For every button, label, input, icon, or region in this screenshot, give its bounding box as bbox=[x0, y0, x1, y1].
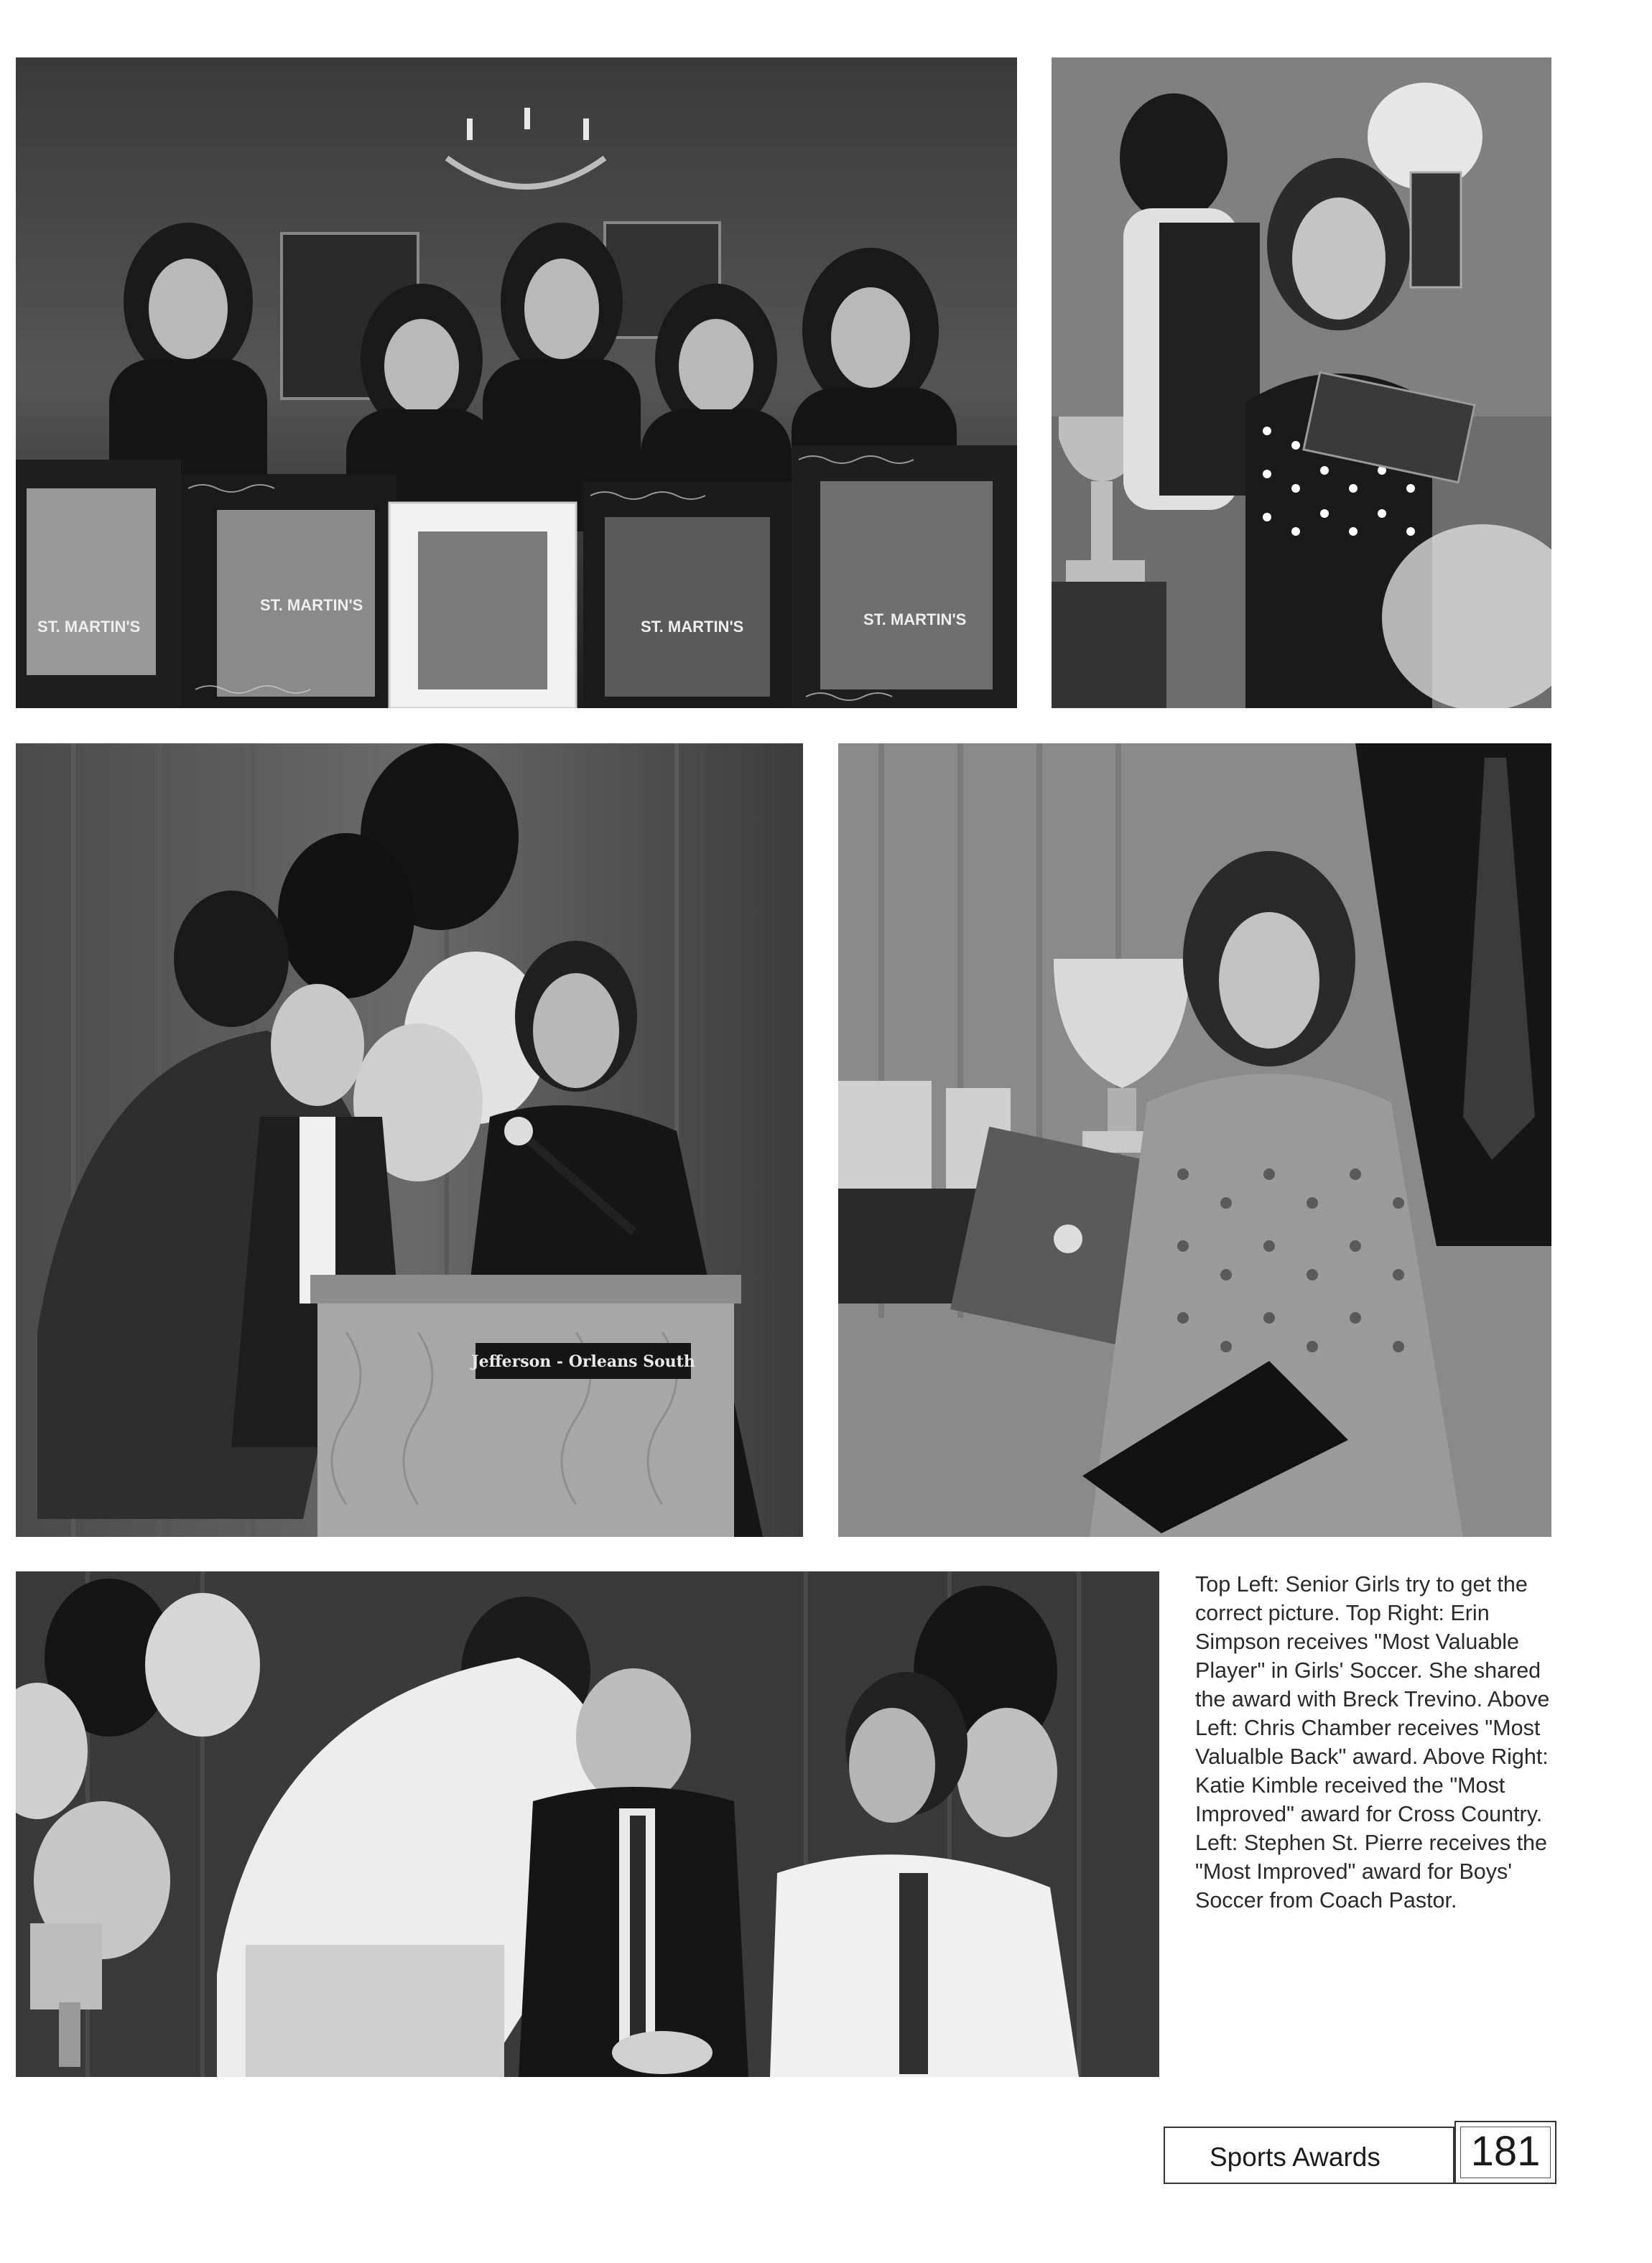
handshake-icon bbox=[16, 743, 803, 1537]
podium-label: Jefferson - Orleans South bbox=[471, 1352, 695, 1371]
page-number: 181 bbox=[1470, 2128, 1541, 2175]
poster-text: ST. MARTIN'S bbox=[37, 618, 141, 636]
trophy-icon bbox=[838, 743, 1551, 1537]
handshake-icon bbox=[16, 1571, 1159, 2077]
poster-text: ST. MARTIN'S bbox=[863, 610, 967, 628]
photo-top-left bbox=[16, 57, 1017, 708]
photo-caption: Top Left: Senior Girls try to get the correct picture. Top Right: Erin Simpson receives "Most Valuable Player" in Girls' Soccer. She shared the award with Breck Trevino. Above Left: Chris Chamber receives "Most Valualble Back" award. Above Right: Katie Kimble received the "Most Improved" award for Cross Country. Left: Stephen St. Pierre receives the "Most Improved" award for Boys' Soccer from Coach Pastor. bbox=[1195, 1572, 1550, 1913]
photo-above-right bbox=[838, 743, 1551, 1537]
poster-text: ST. MARTIN'S bbox=[641, 618, 744, 636]
photo-left bbox=[16, 1571, 1159, 2077]
photo-above-left bbox=[16, 743, 803, 1537]
group-photo-icon bbox=[16, 57, 1017, 708]
section-label: Sports Awards bbox=[1210, 2142, 1380, 2172]
award-recipient-icon bbox=[1052, 57, 1551, 708]
poster-text: ST. MARTIN'S bbox=[260, 596, 363, 614]
photo-top-right bbox=[1052, 57, 1551, 708]
